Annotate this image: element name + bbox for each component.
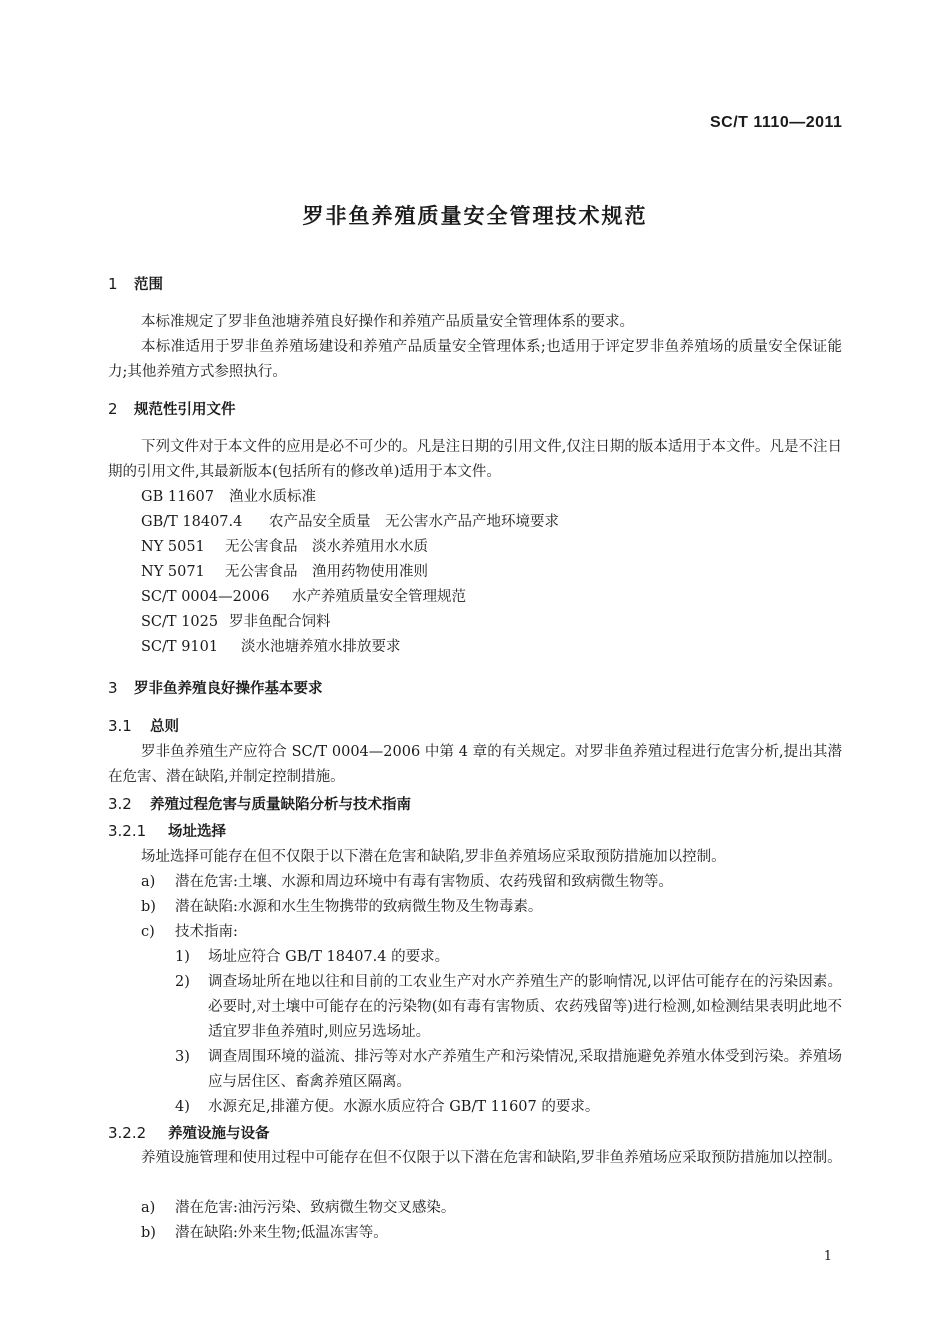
reference-name: 渔业水质标准	[229, 489, 316, 505]
section-title: 范围	[134, 277, 163, 293]
reference-item	[141, 585, 466, 610]
reference-code: GB/T 18407.4	[141, 514, 243, 530]
paragraph: 下列文件对于本文件的应用是必不可少的。凡是注日期的引用文件,仅注日期的版本适用于本文件。凡是不注日期的引用文件,其最新版本(包括所有的修改单)适用于本文件。	[108, 439, 842, 480]
reference-name: 淡水池塘养殖水排放要求	[241, 639, 401, 655]
section-number: 3.2	[108, 795, 132, 813]
reference-item	[141, 535, 428, 560]
reference-name: 无公害食品 渔用药物使用准则	[225, 564, 428, 580]
reference-item	[141, 610, 331, 635]
section-title: 规范性引用文件	[134, 402, 236, 418]
paragraph: 场址选择可能存在但不仅限于以下潜在危害和缺陷,罗非鱼养殖场应采取预防措施加以控制。	[141, 849, 726, 865]
section-1-heading	[108, 273, 163, 294]
list-text: 潜在危害:油污污染、致病微生物交叉感染。	[175, 1200, 456, 1216]
list-label: b)	[141, 899, 156, 915]
standard-code: SC/T 1110—2011	[710, 114, 843, 131]
reference-code: NY 5071	[141, 564, 205, 580]
page-number: 1	[823, 1249, 832, 1264]
reference-name: 农产品安全质量 无公害水产品产地环境要求	[269, 514, 559, 530]
list-text: 潜在缺陷:外来生物;低温冻害等。	[175, 1225, 388, 1241]
list-item	[141, 1196, 455, 1221]
guide-item-text: 水源充足,排灌方便。水源水质应符合 GB/T 11607 的要求。	[208, 1099, 600, 1115]
list-item	[141, 920, 238, 945]
paragraph: 养殖设施管理和使用过程中可能存在但不仅限于以下潜在危害和缺陷,罗非鱼养殖场应采取预防措施加以控制。	[141, 1150, 842, 1166]
section-number: 3	[108, 679, 118, 697]
reference-code: SC/T 0004—2006	[141, 589, 270, 605]
list-text: 技术指南:	[175, 924, 238, 940]
section-title: 总则	[150, 719, 179, 735]
reference-code: NY 5051	[141, 539, 205, 555]
section-2-heading	[108, 398, 236, 419]
guide-item-text: 调查周围环境的溢流、排污等对水产养殖生产和污染情况,采取措施避免养殖水体受到污染。养殖场应与居住区、畜禽养殖区隔离。	[208, 1049, 842, 1090]
section-title: 场址选择	[168, 824, 226, 840]
list-item	[141, 1221, 388, 1246]
section-number: 2	[108, 400, 118, 418]
section-3-2-1-heading	[108, 820, 226, 841]
reference-code: SC/T 1025	[141, 614, 219, 630]
section-title: 罗非鱼养殖良好操作基本要求	[134, 681, 323, 697]
paragraph: 本标准适用于罗非鱼养殖场建设和养殖产品质量安全管理体系;也适用于评定罗非鱼养殖场的质量安全保证能力;其他养殖方式参照执行。	[108, 339, 842, 380]
reference-item	[141, 560, 428, 585]
guide-item-label: 2)	[175, 974, 190, 990]
list-label: a)	[141, 1200, 156, 1216]
section-3-2-heading	[108, 793, 411, 814]
list-label: b)	[141, 1225, 156, 1241]
section-3-1-heading	[108, 715, 179, 736]
guide-item-text: 场址应符合 GB/T 18407.4 的要求。	[208, 949, 450, 965]
reference-code: GB 11607	[141, 489, 214, 505]
guide-item-label: 4)	[175, 1099, 190, 1115]
list-item	[141, 895, 542, 920]
list-text: 潜在危害:土壤、水源和周边环境中有毒有害物质、农药残留和致病微生物等。	[175, 874, 673, 890]
section-3-2-2-heading	[108, 1122, 270, 1143]
reference-name: 无公害食品 淡水养殖用水水质	[225, 539, 428, 555]
reference-name: 水产养殖质量安全管理规范	[292, 589, 466, 605]
section-title: 养殖过程危害与质量缺陷分析与技术指南	[150, 797, 411, 813]
list-item	[141, 870, 673, 895]
paragraph: 罗非鱼养殖生产应符合 SC/T 0004—2006 中第 4 章的有关规定。对罗非鱼养殖过程进行危害分析,提出其潜在危害、潜在缺陷,并制定控制措施。	[108, 744, 842, 785]
reference-name: 罗非鱼配合饲料	[229, 614, 331, 630]
reference-code: SC/T 9101	[141, 639, 219, 655]
document-title: 罗非鱼养殖质量安全管理技术规范	[302, 204, 648, 228]
reference-item	[141, 510, 559, 535]
list-label: a)	[141, 874, 156, 890]
paragraph: 本标准规定了罗非鱼池塘养殖良好操作和养殖产品质量安全管理体系的要求。	[141, 314, 634, 330]
section-number: 1	[108, 275, 118, 293]
section-number: 3.2.2	[108, 1124, 147, 1142]
section-title: 养殖设施与设备	[168, 1126, 270, 1142]
guide-item-text: 调查场址所在地以往和目前的工农业生产对水产养殖生产的影响情况,以评估可能存在的污染因素。必要时,对土壤中可能存在的污染物(如有毒有害物质、农药残留等)进行检测,如检测结果表明此地不适宜罗非鱼养殖时,则应另选场址。	[208, 974, 842, 1040]
list-label: c)	[141, 924, 155, 940]
guide-item-label: 1)	[175, 949, 190, 965]
section-number: 3.2.1	[108, 822, 147, 840]
guide-item-label: 3)	[175, 1049, 190, 1065]
reference-item	[141, 485, 316, 510]
section-3-heading	[108, 677, 323, 698]
list-text: 潜在缺陷:水源和水生生物携带的致病微生物及生物毒素。	[175, 899, 543, 915]
section-number: 3.1	[108, 717, 132, 735]
reference-item	[141, 635, 401, 660]
